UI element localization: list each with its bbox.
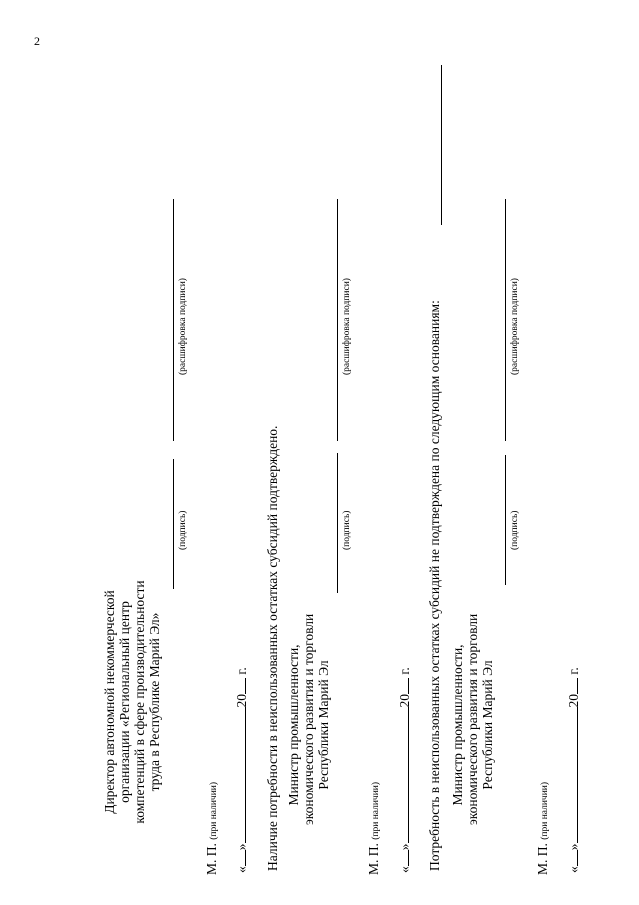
minister-1-title: [286, 613, 331, 825]
date-year-prefix: 20: [234, 694, 249, 708]
minister-2-title-line: экономического развития и торговли: [465, 613, 480, 825]
date-year-suffix: г.: [566, 667, 581, 675]
date-close-quote: »: [234, 843, 249, 851]
minister-2-signature-caption: (подпись): [510, 510, 520, 550]
director-title-line: труда в Республике Марий Эл»: [147, 612, 162, 792]
minister-1-title-line: Республики Марий Эл: [316, 660, 331, 790]
stamp-label: М. П.: [535, 843, 550, 875]
date-close-quote: »: [566, 843, 581, 851]
director-signature-line: [173, 459, 174, 589]
director-stamp: [204, 782, 222, 875]
minister-2-signature-line: [505, 455, 506, 585]
date-open-quote: «: [397, 866, 412, 873]
minister-1-signature-line: [337, 453, 338, 593]
minister-2-decode-caption: (расшифровка подписи): [510, 278, 520, 375]
director-decode-caption: (расшифровка подписи): [178, 278, 188, 375]
date-year-prefix: 20: [566, 694, 581, 708]
director-title-line: компетенций в сфере производительности: [132, 580, 147, 824]
minister-2-decode-line: [505, 199, 506, 441]
confirmed-statement: Наличие потребности в неиспользованных остатках субсидий подтверждено.: [265, 425, 280, 871]
minister-1-signature-caption: (подпись): [342, 510, 352, 550]
minister-2-title: [450, 613, 495, 825]
stamp-note: (при наличии): [540, 781, 550, 840]
not-confirmed-statement: Потребность в неиспользованных остатках субсидий не подтверждена по следующим основаниям:: [427, 300, 442, 871]
minister-2-title-line: Республики Марий Эл: [480, 660, 495, 790]
minister-2-stamp: [535, 782, 553, 875]
stamp-note: (при наличии): [209, 781, 219, 840]
minister-1-decode-line: [337, 199, 338, 441]
director-title: [102, 547, 162, 857]
date-year-suffix: г.: [234, 667, 249, 675]
director-decode-line: [173, 199, 174, 441]
director-signature-caption: (подпись): [178, 510, 188, 550]
minister-1-decode-caption: (расшифровка подписи): [342, 278, 352, 375]
date-close-quote: »: [397, 843, 412, 851]
director-title-line: организации «Региональный центр: [117, 601, 132, 803]
minister-2-title-line: Министр промышленности,: [450, 644, 465, 806]
date-year-suffix: г.: [397, 667, 412, 675]
minister-1-date: [397, 667, 412, 873]
minister-2-date: [566, 667, 581, 873]
date-open-quote: «: [566, 866, 581, 873]
stamp-note: (при наличии): [371, 781, 381, 840]
page-number: 2: [34, 34, 40, 48]
reasons-line: [441, 65, 442, 225]
minister-1-stamp: [366, 782, 384, 875]
stamp-label: М. П.: [204, 843, 219, 875]
minister-1-title-line: экономического развития и торговли: [301, 613, 316, 825]
director-title-line: Директор автономной некоммерческой: [102, 590, 117, 814]
director-date: [234, 667, 249, 873]
date-open-quote: «: [234, 866, 249, 873]
stamp-label: М. П.: [366, 843, 381, 875]
minister-1-title-line: Министр промышленности,: [286, 644, 301, 806]
date-year-prefix: 20: [397, 694, 412, 708]
